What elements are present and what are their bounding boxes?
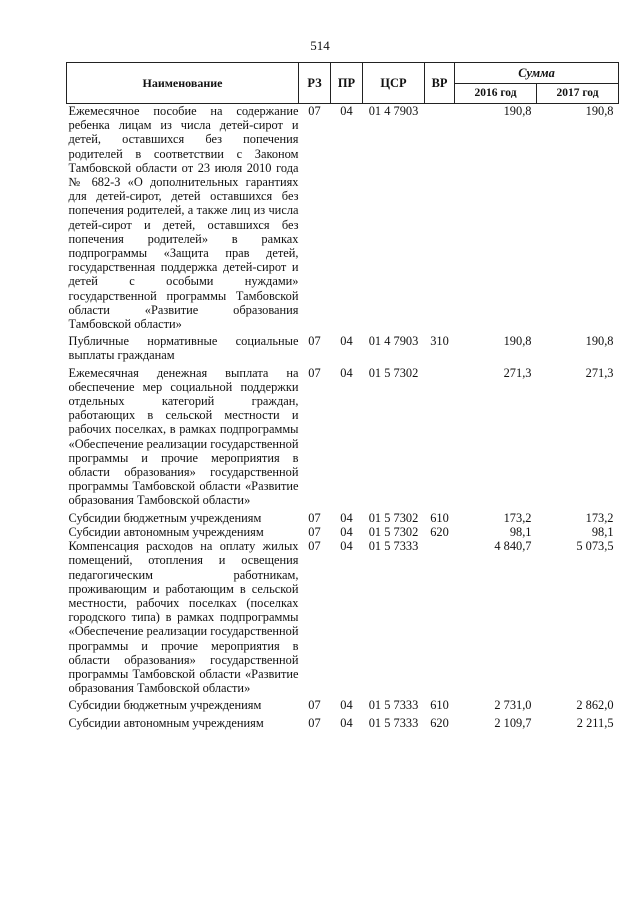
cell-csr: 01 4 7903 bbox=[368, 334, 419, 349]
cell-pr: 04 bbox=[340, 510, 353, 525]
cell-csr: 01 4 7903 bbox=[368, 104, 419, 118]
cell-csr: 01 5 7333 bbox=[368, 539, 419, 554]
cell-2017: 2 862,0 bbox=[576, 698, 614, 713]
cell-2017: 98,1 bbox=[591, 524, 614, 539]
table-row bbox=[67, 695, 619, 712]
table-row bbox=[67, 539, 619, 695]
cell-2017: 271,3 bbox=[585, 365, 614, 380]
cell-vr bbox=[425, 539, 455, 695]
table-body bbox=[67, 104, 619, 730]
cell-vr bbox=[425, 363, 455, 508]
cell-pr: 04 bbox=[340, 365, 353, 380]
cell-csr: 01 5 7302 bbox=[368, 510, 419, 525]
cell-rz: 07 bbox=[308, 104, 321, 118]
cell-2017: 2 211,5 bbox=[576, 715, 614, 730]
header-vr: ВР bbox=[425, 63, 455, 104]
header-csr: ЦСР bbox=[363, 63, 425, 104]
cell-2017: 5 073,5 bbox=[576, 539, 614, 554]
header-sum: Сумма bbox=[455, 63, 619, 84]
cell-name: Ежемесячная денежная выплата на обеспечение мер социальной поддержки отдельных категорий граждан, работающих в сельской местности и рабочих поселках, в рамках подпрограммы «Обеспечение реализации государственной программы и прочие мероприятия в области образования» государственной программы Тамбовской области «Развитие образования Тамбовской области» bbox=[68, 365, 299, 508]
cell-rz: 07 bbox=[308, 539, 321, 554]
cell-2016: 98,1 bbox=[509, 524, 532, 539]
cell-csr: 01 5 7333 bbox=[368, 698, 419, 713]
cell-2016: 173,2 bbox=[503, 510, 532, 525]
cell-name: Субсидии автономным учреждениям bbox=[68, 524, 264, 539]
cell-2016: 2 731,0 bbox=[494, 698, 532, 713]
cell-2016: 190,8 bbox=[503, 104, 532, 118]
cell-rz: 07 bbox=[308, 334, 321, 349]
cell-2016: 4 840,7 bbox=[494, 539, 532, 554]
table-row bbox=[67, 508, 619, 525]
cell-pr: 04 bbox=[340, 524, 353, 539]
header-name: Наименование bbox=[67, 63, 299, 104]
cell-pr: 04 bbox=[340, 104, 353, 118]
cell-rz: 07 bbox=[308, 698, 321, 713]
cell-2016: 190,8 bbox=[503, 334, 532, 349]
cell-vr bbox=[425, 104, 455, 332]
cell-2017: 190,8 bbox=[585, 104, 614, 118]
cell-vr: 610 bbox=[430, 698, 449, 713]
budget-table bbox=[66, 62, 619, 730]
header-pr: ПР bbox=[331, 63, 363, 104]
cell-rz: 07 bbox=[308, 365, 321, 380]
cell-rz: 07 bbox=[308, 510, 321, 525]
cell-name: Компенсация расходов на оплату жилых помещений, отопления и освещения педагогическим работникам, проживающим и работающим в сельской местности, рабочих поселках (поселках городского типа) в рамках подпрограммы «Обеспечение реализации государственной программы и прочие мероприятия в области образования» государственной программы Тамбовской области «Развитие образования Тамбовской области» bbox=[68, 539, 299, 696]
cell-name: Ежемесячное пособие на содержание ребенка лицам из числа детей-сирот и детей, оставшихся без попечения родителей в соответствии с Законом Тамбовской области от 23 июля 2010 года № 682-З «О дополнительных гарантиях для детей-сирот, детей оставшихся без попечения родителей, а также лиц из числа детей-сирот и детей, оставшихся без попечения родителей» в рамках подпрограммы «Защита прав детей, государственная поддержка детей-сирот и детей с особыми нуждами» государственной программы Тамбовской области «Развитие образования Тамбовской области» bbox=[68, 104, 299, 332]
table-header bbox=[67, 63, 619, 104]
table-row bbox=[67, 363, 619, 508]
cell-csr: 01 5 7333 bbox=[368, 715, 419, 730]
cell-rz: 07 bbox=[308, 715, 321, 730]
cell-name: Публичные нормативные социальные выплаты гражданам bbox=[68, 334, 299, 363]
table-row bbox=[67, 331, 619, 362]
cell-pr: 04 bbox=[340, 334, 353, 349]
cell-rz: 07 bbox=[308, 524, 321, 539]
cell-vr: 310 bbox=[430, 334, 449, 349]
cell-csr: 01 5 7302 bbox=[368, 365, 419, 380]
cell-pr: 04 bbox=[340, 698, 353, 713]
cell-name: Субсидии бюджетным учреждениям bbox=[68, 698, 262, 713]
cell-pr: 04 bbox=[340, 539, 353, 554]
cell-2016: 271,3 bbox=[503, 365, 532, 380]
cell-csr: 01 5 7302 bbox=[368, 524, 419, 539]
page-number: 514 bbox=[310, 38, 330, 53]
cell-2017: 173,2 bbox=[585, 510, 614, 525]
header-rz: РЗ bbox=[299, 63, 331, 104]
cell-2017: 190,8 bbox=[585, 334, 614, 349]
cell-vr: 620 bbox=[430, 524, 449, 539]
cell-vr: 610 bbox=[430, 510, 449, 525]
header-year-2017: 2017 год bbox=[537, 84, 619, 104]
table-row bbox=[67, 525, 619, 539]
table-row bbox=[67, 713, 619, 730]
cell-name: Субсидии бюджетным учреждениям bbox=[68, 510, 262, 525]
cell-name: Субсидии автономным учреждениям bbox=[68, 715, 264, 730]
cell-2016: 2 109,7 bbox=[494, 715, 532, 730]
cell-pr: 04 bbox=[340, 715, 353, 730]
table-row bbox=[67, 104, 619, 332]
cell-vr: 620 bbox=[430, 715, 449, 730]
header-year-2016: 2016 год bbox=[455, 84, 537, 104]
